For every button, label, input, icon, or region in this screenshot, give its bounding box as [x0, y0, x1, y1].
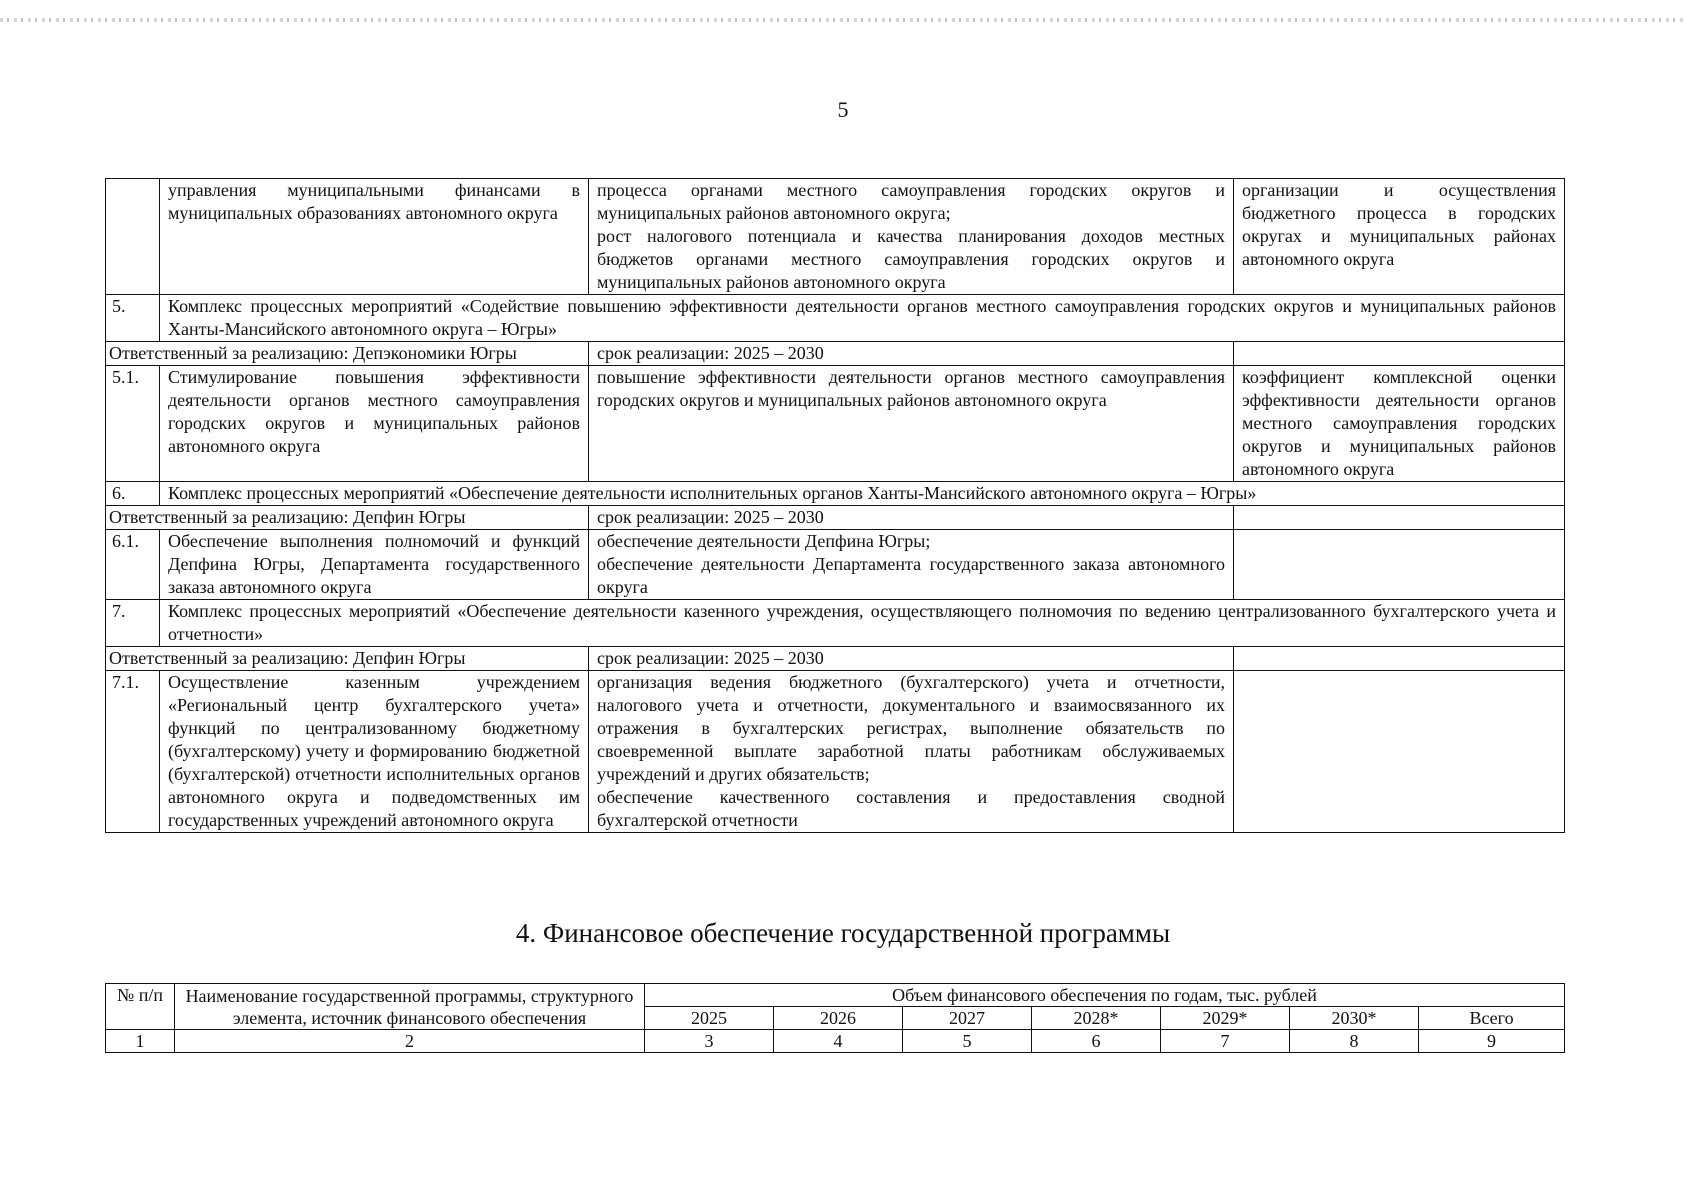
table-row-item [106, 671, 1565, 833]
complex-title: Комплекс процессных мероприятий «Обеспечение деятельности казенного учреждения, осуществляющего полномочия по ведению централизованного бухгалтерского учета и отчетности» [160, 600, 1565, 647]
table-row-item [106, 179, 1565, 295]
table-row-complex [106, 600, 1565, 647]
row-number: 6.1. [106, 530, 160, 600]
activity-indicator [1234, 671, 1565, 833]
column-index: 8 [1290, 1030, 1419, 1053]
column-index: 4 [774, 1030, 903, 1053]
row-number: 5.1. [106, 366, 160, 482]
table-row-resp [106, 647, 1565, 671]
table-row-item [106, 530, 1565, 600]
empty-cell [1234, 342, 1565, 366]
table-row-resp [106, 506, 1565, 530]
column-index: 3 [645, 1030, 774, 1053]
year-header: 2029* [1161, 1007, 1290, 1030]
year-header: 2030* [1290, 1007, 1419, 1030]
complex-number: 7. [106, 600, 160, 647]
responsible-label: Ответственный за реализацию: Депэкономики Югры [106, 342, 589, 366]
period-label: срок реализации: 2025 – 2030 [589, 342, 1234, 366]
column-index: 5 [903, 1030, 1032, 1053]
column-index: 6 [1032, 1030, 1161, 1053]
financing-table [105, 983, 1565, 1053]
complex-title: Комплекс процессных мероприятий «Содействие повышению эффективности деятельности органов местного самоуправления городских округов и муниципальных районов Ханты-Мансийского автономного округа – Югры» [160, 295, 1565, 342]
column-index: 2 [175, 1030, 645, 1053]
activity-effects: организация ведения бюджетного (бухгалтерского) учета и отчетности, налогового учета и отчетности, документального и взаимосвязанного их отражения в бухгалтерских регистрах, выполнение обязательств по своевременной выплате заработной платы работникам обслуживаемых учреждений и других обязательств; обеспечение качественного составления и предоставления сводной бухгалтерской отчетности [589, 671, 1234, 833]
responsible-label: Ответственный за реализацию: Депфин Югры [106, 647, 589, 671]
year-header: 2027 [903, 1007, 1032, 1030]
year-header: 2026 [774, 1007, 903, 1030]
activity-indicator: организации и осуществления бюджетного процесса в городских округах и муниципальных районах автономного округа [1234, 179, 1565, 295]
responsible-label: Ответственный за реализацию: Депфин Югры [106, 506, 589, 530]
activity-name: Обеспечение выполнения полномочий и функций Депфина Югры, Департамента государственного заказа автономного округа [160, 530, 589, 600]
column-index: 7 [1161, 1030, 1290, 1053]
row-number: 7.1. [106, 671, 160, 833]
complex-number: 5. [106, 295, 160, 342]
activity-indicator [1234, 530, 1565, 600]
activity-effects: обеспечение деятельности Депфина Югры; обеспечение деятельности Департамента государственного заказа автономного округа [589, 530, 1234, 600]
table-row-complex [106, 482, 1565, 506]
table-row-complex [106, 295, 1565, 342]
column-index: 9 [1419, 1030, 1565, 1053]
header-name: Наименование государственной программы, структурного элемента, источник финансового обеспечения [175, 984, 645, 1030]
year-header: Всего [1419, 1007, 1565, 1030]
complex-number: 6. [106, 482, 160, 506]
empty-cell [1234, 506, 1565, 530]
page-number: 5 [837, 97, 849, 122]
scan-artifact-line [0, 18, 1686, 22]
activity-name: Осуществление казенным учреждением «Региональный центр бухгалтерского учета» функций по централизованному бюджетному (бухгалтерскому) учету и формированию бюджетной (бухгалтерской) отчетности исполнительных органов автономного округа и подведомственных им государственных учреждений автономного округа [160, 671, 589, 833]
year-header: 2028* [1032, 1007, 1161, 1030]
section-title: 4. Финансовое обеспечение государственной программы [515, 918, 1171, 948]
row-number [106, 179, 160, 295]
column-index: 1 [106, 1030, 175, 1053]
complex-title: Комплекс процессных мероприятий «Обеспечение деятельности исполнительных органов Ханты-Мансийского автономного округа – Югры» [160, 482, 1565, 506]
activity-name: управления муниципальными финансами в муниципальных образованиях автономного округа [160, 179, 589, 295]
header-group: Объем финансового обеспечения по годам, тыс. рублей [645, 984, 1565, 1007]
table-row-item [106, 366, 1565, 482]
activity-effects: процесса органами местного самоуправления городских округов и муниципальных районов автономного округа; рост налогового потенциала и качества планирования доходов местных бюджетов органами местного самоуправления городских округов и муниципальных районов автономного округа [589, 179, 1234, 295]
activity-name: Стимулирование повышения эффективности деятельности органов местного самоуправления городских округов и муниципальных районов автономного округа [160, 366, 589, 482]
activity-indicator: коэффициент комплексной оценки эффективности деятельности органов местного самоуправления городских округов и муниципальных районов автономного округа [1234, 366, 1565, 482]
empty-cell [1234, 647, 1565, 671]
header-num: № п/п [106, 984, 175, 1030]
activities-table [105, 178, 1565, 833]
period-label: срок реализации: 2025 – 2030 [589, 647, 1234, 671]
table-row-resp [106, 342, 1565, 366]
activity-effects: повышение эффективности деятельности органов местного самоуправления городских округов и муниципальных районов автономного округа [589, 366, 1234, 482]
period-label: срок реализации: 2025 – 2030 [589, 506, 1234, 530]
year-header: 2025 [645, 1007, 774, 1030]
